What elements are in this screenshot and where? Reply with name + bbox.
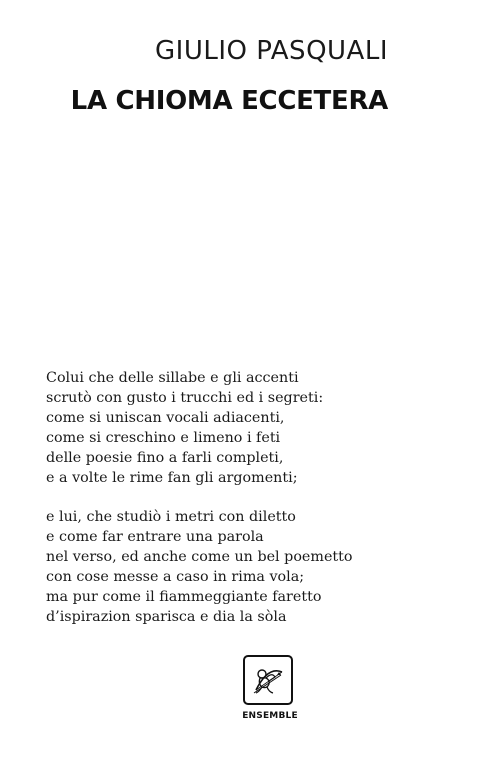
author-name: GIULIO PASQUALI [155,36,388,66]
poem-line: e come far entrare una parola [46,529,264,546]
poem-line: e lui, che studiò i metri con diletto [46,509,296,526]
cherub-archer-icon [243,655,293,705]
poem-line: e a volte le rime fan gli argomenti; [46,469,298,486]
poem-line: delle poesie fino a farli completi, [46,449,284,466]
poem-line: con cose messe a caso in rima vola; [46,569,305,586]
poem-stanza-1 [46,369,466,488]
publisher-name: ENSEMBLE [242,711,298,721]
poem-text [46,369,466,648]
poem-line: d’ispirazion sparisca e dia la sòla [46,608,287,625]
poem-line: come si uniscan vocali adiacenti, [46,409,285,426]
poem-stanza-2 [46,508,466,627]
poem-line: Colui che delle sillabe e gli accenti [46,370,299,386]
poem-line: ma pur come il fiammeggiante faretto [46,589,322,606]
poem-line: scrutò con gusto i trucchi ed i segreti: [46,389,324,406]
poem-line: come si creschino e limeno i feti [46,429,281,446]
book-title: LA CHIOMA ECCETERA [70,86,388,116]
publisher-logo [239,655,301,727]
poem-line: nel verso, ed anche come un bel poemetto [46,549,353,566]
